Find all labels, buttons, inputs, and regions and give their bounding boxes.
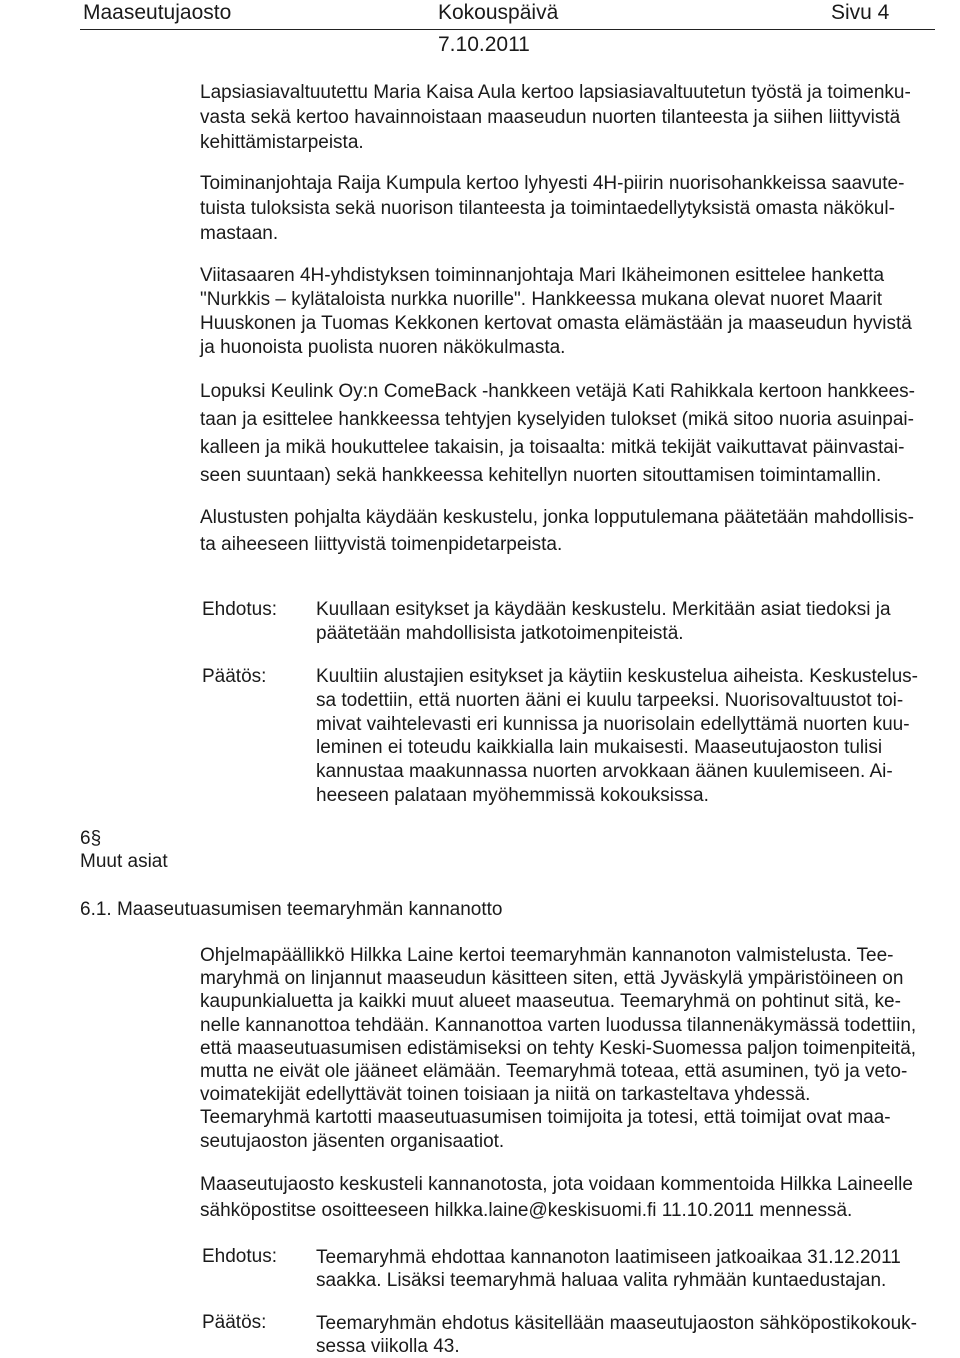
header-date: 7.10.2011 [438,33,530,56]
header-page-number: Sivu 4 [831,1,890,24]
decision-label-6: Päätös: [202,1312,267,1333]
proposal-text: Kuullaan esitykset ja käydään keskustelu. Merkitään asiat tiedoksi ja päätetään mahdollisista jatkotoimenpiteistä. [316,599,891,644]
decision-text: Kuultiin alustajien esitykset ja käytiin keskustelua aiheista. Keskustelus- sa todettiin, että nuorten ääni ei kuulu tarpeeksi. Nuorisovaltuustot toi- mivat vaihtelevasti eri kunnissa ja nuorisolain edellyttämä nuorten kuu- leminen ei toteudu kaikkialla lain mukaisesti. Maaseutujaoston tulisi kannustaa maakunnassa nuorten arvokkaan äänen kuulemiseen. Ai- heeseen palataan myöhemmissä kokouksissa. [316,666,918,806]
header-committee: Maaseutujaosto [83,1,232,24]
paragraph-child-ombudsman: Lapsiasiavaltuutettu Maria Kaisa Aula kertoo lapsiasiavaltuutetun työstä ja toimenku- vasta sekä kertoo havainnoistaan maaseudun nuorten tilanteesta ja siihen liittyvistä kehittämistarpeista. [200,82,911,153]
paragraph-comeback-project: Lopuksi Keulink Oy:n ComeBack -hankkeen vetäjä Kati Rahikkala kertoon hankkees- taan ja esittelee hankkeessa tehtyjen kyselyiden tulokset (mikä sitoo nuoria asuinpai- kalleen ja mikä houkuttelee takaisin, ja toisaalta: mitkä tekijät vaikuttavat päinvastai- seen suuntaan) sekä hankkeessa kehitellyn nuorten sitouttamisen toimintamallin. [200,381,915,486]
decision-label: Päätös: [202,666,267,687]
paragraph-theme-group: Ohjelmapäällikkö Hilkka Laine kertoi teemaryhmän kannanoton valmistelusta. Tee- maryhmä on linjannut maaseudun käsitteen siten, että Jyväskylä ympäristöineen on kaupunkialuetta ja kaikki muut alueet maaseutua. Teemaryhmä on pohtinut sitä, ke- nelle kannanottoa tehdään. Kannanottoa varten luodussa tilannenäkymässä todettiin, että maaseutuasumisen edistämiseksi on tehty Keski-Suomessa paljon toimenpiteitä, mutta ne eivät ole jääneet elämään. Teemaryhmä toteaa, että asuminen, työ ja veto- voimatekijät edellyttävät toinen toisiaan ja niitä on tarkasteltava yhdessä. Teemaryhmä kartotti maaseutuasumisen toimijoita ja totesi, että toimijat ovat maa- seutujaoston jäsenten organisaatiot. [200,945,917,1152]
paragraph-commenting: Maaseutujaosto keskusteli kannanotosta, jota voidaan kommentoida Hilkka Laineelle sähköpostitse osoitteeseen hilkka.laine@keskisuomi.fi 11.10.2011 mennessä. [200,1174,913,1221]
header-meeting-date-label: Kokouspäivä [438,1,559,24]
paragraph-discussion: Alustusten pohjalta käydään keskustelu, jonka lopputulemana päätetään mahdollisis- ta aiheeseen liittyvistä toimenpidetarpeista. [200,507,915,555]
proposal-label-6: Ehdotus: [202,1246,277,1267]
proposal-text-6: Teemaryhmä ehdottaa kannanoton laatimiseen jatkoaikaa 31.12.2011 saakka. Lisäksi teemaryhmä haluaa valita ryhmään kuntaedustajan. [316,1247,901,1291]
header-rule [80,29,935,30]
paragraph-nurkkis-project: Viitasaaren 4H-yhdistyksen toiminnanjohtaja Mari Ikäheimonen esittelee hanketta "Nurkkis – kylätaloista nurkka nuorille". Hankkeessa mukana olevat nuoret Maarit Huuskonen ja Tuomas Kekkonen kertovat omasta elämästään ja maaseudun hyvistä ja huonoista puolista nuoren näkökulmasta. [200,265,912,358]
sub-heading: 6.1. Maaseutuasumisen teemaryhmän kannanotto [80,899,503,920]
section-title: Muut asiat [80,851,168,872]
section-number: 6§ [80,828,102,849]
decision-text-6: Teemaryhmän ehdotus käsitellään maaseutujaoston sähköpostikokouk- sessa viikolla 43. [316,1313,917,1357]
proposal-label: Ehdotus: [202,599,277,620]
paragraph-4h-district: Toiminanjohtaja Raija Kumpula kertoo lyhyesti 4H-piirin nuorisohankkeissa saavute- tuista tuloksista sekä nuorison tilanteesta ja toimintaedellytyksistä omasta näkökul- mastaan. [200,173,905,244]
